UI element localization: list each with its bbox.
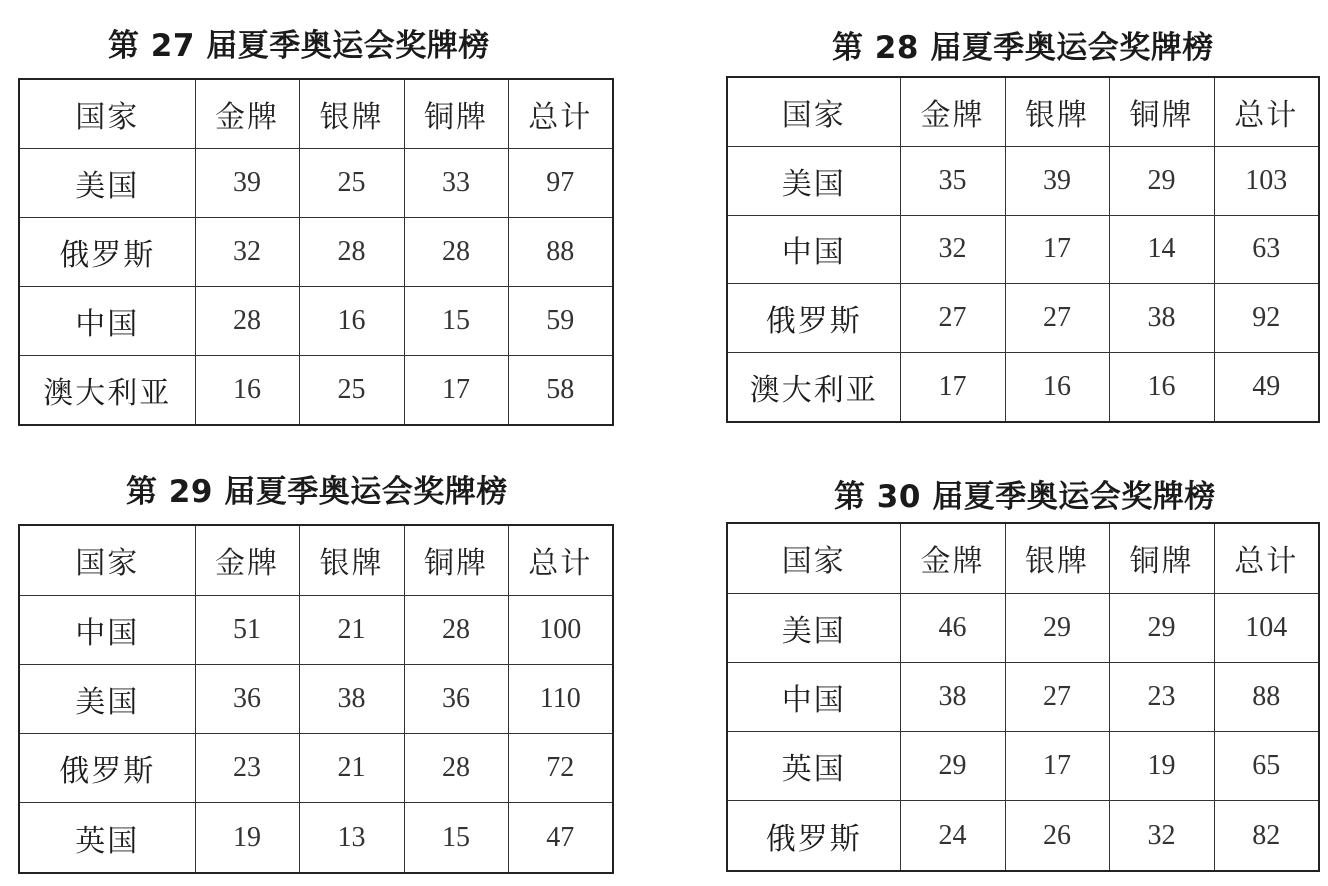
country-cell: 英国 [727,732,900,801]
gold-cell: 23 [195,734,299,803]
bronze-cell: 28 [404,595,508,664]
table-27-title: 第 27 届夏季奥运会奖牌榜 [108,28,490,64]
bronze-cell: 28 [404,734,508,803]
total-cell: 100 [508,595,613,664]
medal-table-27 [18,78,614,426]
silver-cell: 17 [1005,215,1109,284]
bronze-cell: 19 [1109,732,1214,801]
gold-cell: 29 [900,732,1005,801]
total-cell: 92 [1214,284,1319,353]
country-cell: 英国 [19,803,195,873]
table-row [19,286,613,355]
table-row [727,353,1319,422]
header-bronze: 铜牌 [1109,523,1214,593]
header-row [19,79,613,149]
silver-cell: 28 [299,218,404,287]
header-silver: 银牌 [1005,77,1109,146]
bronze-cell: 23 [1109,662,1214,731]
bronze-cell: 15 [404,803,508,873]
bronze-cell: 14 [1109,215,1214,284]
country-cell: 中国 [19,595,195,664]
table-row [19,595,613,664]
silver-cell: 26 [1005,801,1109,871]
silver-cell: 29 [1005,593,1109,662]
silver-cell: 21 [299,734,404,803]
gold-cell: 51 [195,595,299,664]
total-cell: 63 [1214,215,1319,284]
total-cell: 47 [508,803,613,873]
header-total: 总计 [1214,523,1319,593]
header-total: 总计 [1214,77,1319,146]
total-cell: 88 [1214,662,1319,731]
header-row [19,525,613,595]
table-row [19,803,613,873]
table-row [19,664,613,733]
header-gold: 金牌 [900,523,1005,593]
total-cell: 49 [1214,353,1319,422]
gold-cell: 24 [900,801,1005,871]
bronze-cell: 36 [404,664,508,733]
gold-cell: 36 [195,664,299,733]
header-total: 总计 [508,525,613,595]
gold-cell: 32 [900,215,1005,284]
medal-table-29 [18,524,614,874]
gold-cell: 38 [900,662,1005,731]
table-29-title: 第 29 届夏季奥运会奖牌榜 [126,474,508,510]
country-cell: 俄罗斯 [727,284,900,353]
header-row [727,77,1319,146]
country-cell: 俄罗斯 [19,218,195,287]
country-cell: 美国 [727,146,900,215]
header-country: 国家 [727,77,900,146]
table-row [727,146,1319,215]
gold-cell: 32 [195,218,299,287]
header-gold: 金牌 [900,77,1005,146]
header-gold: 金牌 [195,525,299,595]
medal-table-30 [726,522,1320,872]
total-cell: 104 [1214,593,1319,662]
country-cell: 中国 [727,215,900,284]
total-cell: 110 [508,664,613,733]
header-silver: 银牌 [299,525,404,595]
country-cell: 美国 [727,593,900,662]
gold-cell: 17 [900,353,1005,422]
silver-cell: 21 [299,595,404,664]
medal-table-28 [726,76,1320,423]
silver-cell: 16 [299,286,404,355]
silver-cell: 13 [299,803,404,873]
gold-cell: 16 [195,355,299,425]
table-row [19,149,613,218]
total-cell: 58 [508,355,613,425]
gold-cell: 28 [195,286,299,355]
bronze-cell: 16 [1109,353,1214,422]
gold-cell: 27 [900,284,1005,353]
country-cell: 中国 [19,286,195,355]
table-row [727,215,1319,284]
header-bronze: 铜牌 [404,525,508,595]
silver-cell: 27 [1005,284,1109,353]
silver-cell: 16 [1005,353,1109,422]
bronze-cell: 32 [1109,801,1214,871]
silver-cell: 39 [1005,146,1109,215]
gold-cell: 46 [900,593,1005,662]
bronze-cell: 29 [1109,146,1214,215]
country-cell: 美国 [19,149,195,218]
header-silver: 银牌 [299,79,404,149]
silver-cell: 17 [1005,732,1109,801]
header-total: 总计 [508,79,613,149]
table-row [19,218,613,287]
gold-cell: 19 [195,803,299,873]
gold-cell: 39 [195,149,299,218]
header-bronze: 铜牌 [1109,77,1214,146]
table-row [727,284,1319,353]
header-country: 国家 [727,523,900,593]
bronze-cell: 29 [1109,593,1214,662]
country-cell: 中国 [727,662,900,731]
table-30-title: 第 30 届夏季奥运会奖牌榜 [834,479,1216,515]
table-row [727,593,1319,662]
header-country: 国家 [19,79,195,149]
header-row [727,523,1319,593]
header-country: 国家 [19,525,195,595]
bronze-cell: 38 [1109,284,1214,353]
header-gold: 金牌 [195,79,299,149]
table-row [19,355,613,425]
table-row [727,732,1319,801]
total-cell: 72 [508,734,613,803]
total-cell: 82 [1214,801,1319,871]
silver-cell: 27 [1005,662,1109,731]
table-28-title: 第 28 届夏季奥运会奖牌榜 [832,30,1214,66]
bronze-cell: 33 [404,149,508,218]
total-cell: 103 [1214,146,1319,215]
silver-cell: 25 [299,149,404,218]
total-cell: 97 [508,149,613,218]
table-row [727,801,1319,871]
country-cell: 俄罗斯 [727,801,900,871]
bronze-cell: 17 [404,355,508,425]
header-silver: 银牌 [1005,523,1109,593]
country-cell: 澳大利亚 [19,355,195,425]
table-row [727,662,1319,731]
country-cell: 澳大利亚 [727,353,900,422]
total-cell: 65 [1214,732,1319,801]
silver-cell: 38 [299,664,404,733]
table-row [19,734,613,803]
country-cell: 俄罗斯 [19,734,195,803]
bronze-cell: 28 [404,218,508,287]
total-cell: 59 [508,286,613,355]
gold-cell: 35 [900,146,1005,215]
bronze-cell: 15 [404,286,508,355]
total-cell: 88 [508,218,613,287]
silver-cell: 25 [299,355,404,425]
header-bronze: 铜牌 [404,79,508,149]
country-cell: 美国 [19,664,195,733]
